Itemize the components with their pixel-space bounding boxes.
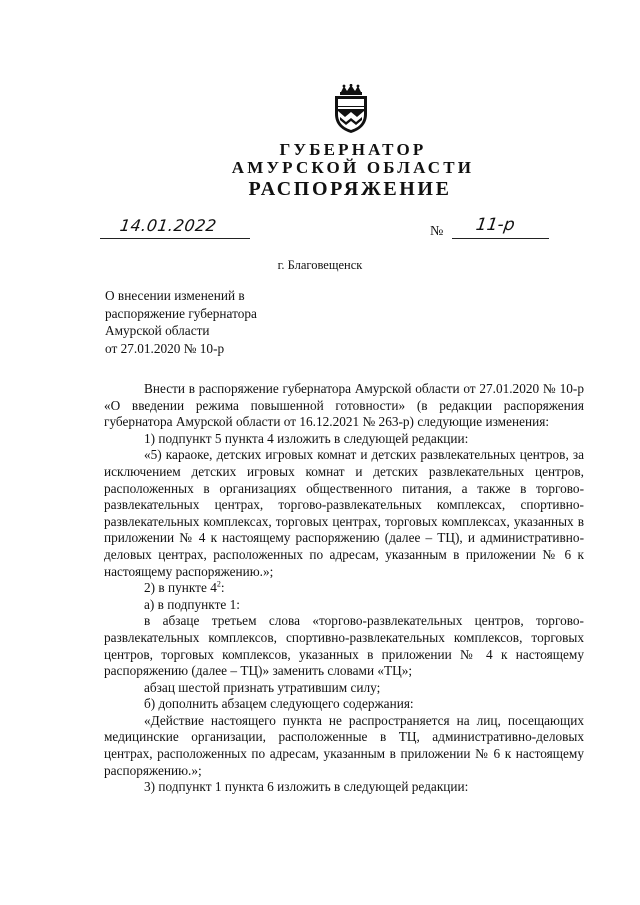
document-type-heading: РАСПОРЯЖЕНИЕ bbox=[248, 178, 452, 200]
paragraph bbox=[104, 580, 584, 597]
handwritten-number: 11-р bbox=[474, 215, 516, 235]
number-field bbox=[452, 215, 549, 239]
paragraph: а) в подпункте 1: bbox=[144, 596, 240, 612]
paragraph-text: : bbox=[220, 580, 225, 596]
subject-line: Амурской области bbox=[105, 323, 210, 338]
paragraph: 3) подпункт 1 пункта 6 изложить в следующей редакции: bbox=[144, 779, 469, 795]
superscript: 2 bbox=[216, 579, 221, 589]
paragraph: б) дополнить абзацем следующего содержания: bbox=[144, 696, 414, 712]
date-field bbox=[100, 218, 250, 239]
coat-of-arms-icon bbox=[329, 84, 373, 134]
paragraph-text: 2) в пункте 4 bbox=[144, 580, 217, 596]
paragraph: абзац шестой признать утратившим силу; bbox=[144, 679, 381, 695]
subject-line: от 27.01.2020 № 10-р bbox=[105, 340, 225, 356]
document-body bbox=[104, 381, 584, 796]
handwritten-date: 14.01.2022 bbox=[118, 216, 218, 235]
paragraph: в абзаце третьем слова «торгово-развлекательных центров, торгово-развлекательных комплексов, спортивно-развлекательных комплексов, торговых центров, торговых комплексов, указанных в приложении № 4 к настоящему распоряжению (далее – ТЦ)» заменить словами «ТЦ»; bbox=[104, 613, 584, 679]
header-title-line2: АМУРСКОЙ ОБЛАСТИ bbox=[231, 158, 475, 177]
subject-line: распоряжение губернатора bbox=[105, 305, 257, 321]
paragraph: «Действие настоящего пункта не распространяется на лиц, посещающих медицинские организации, расположенные в ТЦ, административно-деловых центрах, расположенных по адресам, указанным в приложении № 6 к настоящему распоряжению.»; bbox=[104, 712, 584, 778]
city-label: г. Благовещенск bbox=[277, 258, 363, 272]
paragraph: 1) подпункт 5 пункта 4 изложить в следующей редакции: bbox=[144, 430, 469, 446]
subject-block bbox=[105, 287, 257, 357]
header-title-line1: ГУБЕРНАТОР bbox=[279, 140, 427, 159]
paragraph: Внести в распоряжение губернатора Амурской области от 27.01.2020 № 10-р «О введении режима повышенной готовности» (в редакции распоряжения губернатора Амурской области от 16.12.2021 № 263-р) следующие изменения: bbox=[104, 381, 584, 430]
number-sign: № bbox=[430, 224, 444, 239]
subject-line: О внесении изменений в bbox=[105, 288, 245, 303]
paragraph: «5) караоке, детских игровых комнат и детских развлекательных центров, за исключением детских игровых комнат и детских развлекательных центров, расположенных в организациях общественного питания, а также в торгово-развлекательных центрах, торгово-развлекательных комплексах, спортивно-развлекательных комплексах, торговых центрах, торговых комплексах, указанных в приложении № 4 к настоящему распоряжению (далее – ТЦ), и административно-деловых центрах, расположенных по адресам, указанным в приложении № 6 к настоящему распоряжению.»; bbox=[104, 447, 584, 579]
